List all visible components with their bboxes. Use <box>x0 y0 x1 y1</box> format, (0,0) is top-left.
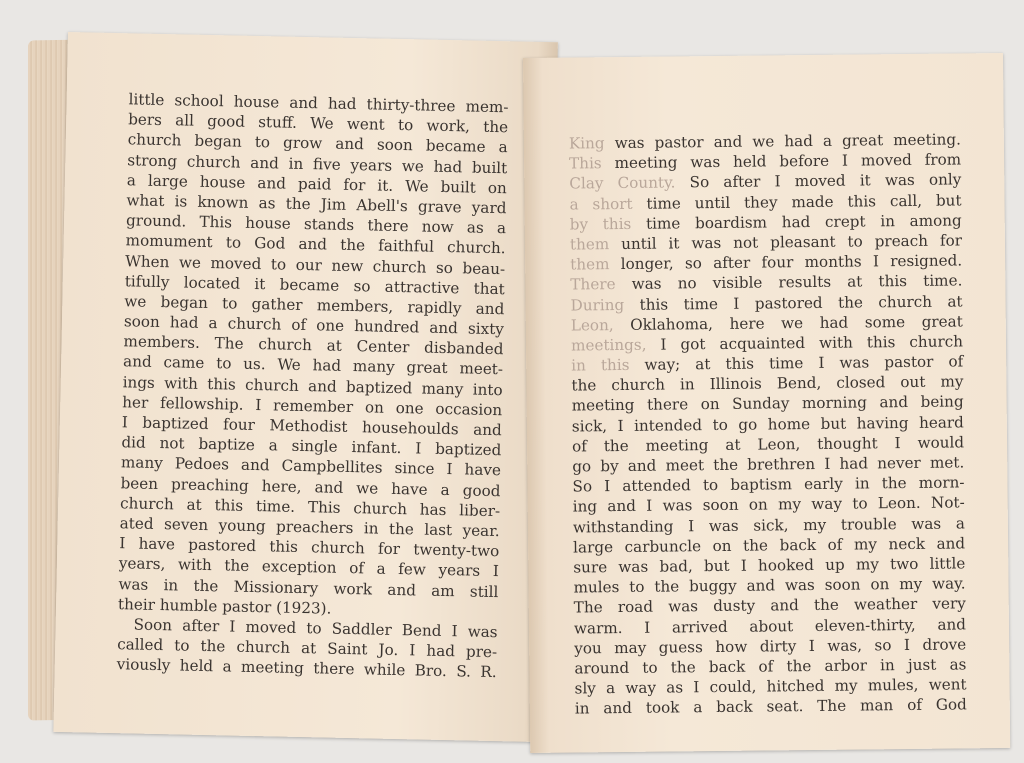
text-line: church began to grow and soon became a <box>127 130 508 157</box>
line-text: around to the back of the arbor in just as <box>574 655 967 678</box>
line-text: sick, I intended to go home but having heard <box>571 413 964 436</box>
text-line: ground. This house stands there now as a <box>125 211 507 238</box>
faded-text: Clay County. <box>569 173 676 193</box>
text-line: a large house and paid for it. We built on <box>126 171 508 197</box>
text-line: I baptized four Methodist househoulds and <box>121 413 502 440</box>
text-line: strong church and in five years we had built <box>127 150 508 177</box>
text-line: been preaching here, and we have a good <box>120 473 501 500</box>
line-text: So I attended to baptism early in the morn- <box>572 473 965 496</box>
line-text: in and took a back seat. The man of God <box>574 695 967 718</box>
line-text: longer, so after four months I resigned. <box>609 251 963 274</box>
line-text: meeting was held before I moved from <box>601 150 962 173</box>
text-line: years, with the exception of a few years I <box>118 554 499 581</box>
text-line: I have pastored this church for twenty-two <box>119 534 500 561</box>
text-line: her fellowship. I remember on one occasion <box>122 393 503 419</box>
text-line: When we moved to our new church so beau- <box>125 251 506 278</box>
line-text: until it was not pleasant to preach for <box>609 231 963 254</box>
faded-text: them <box>570 255 610 274</box>
line-text: you may guess how dirty I was, so I drove <box>574 635 967 658</box>
faded-text: Leon, <box>570 315 614 335</box>
line-text: So after I moved it was only <box>675 170 962 192</box>
open-book <box>28 22 1003 752</box>
text-line: many Pedoes and Campbellites since I have <box>120 453 502 480</box>
text-line <box>575 695 967 719</box>
left-page-text <box>117 89 509 682</box>
faded-text: During <box>570 295 625 315</box>
text-line: momument to God and the faithful church. <box>125 231 506 258</box>
text-line: was in the Missionary work and am still <box>118 574 499 601</box>
right-page <box>523 53 1010 753</box>
line-text: of the meeting at Leon, thought I would <box>571 433 965 456</box>
line-text: mules to the buggy and was soon on my way. <box>573 574 966 597</box>
right-page-text <box>569 129 967 719</box>
line-text: withstanding I was sick, my trouble was a <box>572 513 965 537</box>
text-line: we began to gather members, rapidly and <box>124 292 505 319</box>
line-text: time until they made this call, but <box>632 190 962 213</box>
line-text: large carbuncle on the back of my neck and <box>573 534 966 557</box>
faded-text: a short <box>569 194 633 214</box>
line-text: ing and I was soon on my way to Leon. Not- <box>572 493 965 516</box>
line-text: meeting there on Sunday morning and being <box>571 392 964 415</box>
line-text: was no visible results at this time. <box>615 271 963 294</box>
faded-text: them <box>569 235 610 254</box>
text-line: what is known as the Jim Abell's grave yard <box>126 191 507 218</box>
text-line: church at this time. This church has liber- <box>119 493 501 520</box>
text-line: little school house and had thirty-three mem- <box>128 90 509 117</box>
line-text: Oklahoma, here we had some great <box>613 312 963 334</box>
line-text: way; at this time I was pastor of <box>629 352 964 374</box>
line-text: go by and meet the brethren I had never met. <box>572 453 965 476</box>
line-text: this time I pastored the church at <box>624 291 963 314</box>
faded-text: There <box>570 275 616 294</box>
faded-text: This <box>569 154 602 173</box>
faded-text: meetings, <box>570 335 647 355</box>
text-line: viously held a meeting there while Bro. S. R. <box>116 655 497 682</box>
text-line: did not baptize a single infant. I baptized <box>121 433 502 460</box>
text-line: tifully located it became so attractive that <box>124 271 505 298</box>
text-line: ated seven young preachers in the last year. <box>119 514 500 541</box>
text-line: members. The church at Center disbanded <box>123 332 504 359</box>
text-line: called to the church at Saint Jo. I had pre- <box>117 635 498 662</box>
text-line: bers all good stuff. We went to work, the <box>127 110 509 137</box>
line-text: was pastor and we had a great meeting. <box>604 130 961 153</box>
line-text: time boardism had crept in among <box>631 211 962 233</box>
faded-text: King <box>568 134 605 153</box>
text-line: their humble pastor (1923). <box>117 594 332 618</box>
line-text: warm. I arrived about eleven-thirty, and <box>573 614 967 637</box>
text-line: soon had a church of one hundred and sixty <box>123 312 505 339</box>
line-text: the church in Illinois Bend, closed out my <box>571 372 964 395</box>
left-page <box>53 32 558 742</box>
text-line: and came to us. We had many great meet- <box>122 352 504 379</box>
line-text: sure was bad, but I hooked up my two little <box>573 554 966 577</box>
line-text: sly a way as I could, hitched my mules, went <box>574 675 967 698</box>
text-line: Soon after I moved to Saddler Bend I was <box>133 615 498 641</box>
faded-text: in this <box>571 355 630 375</box>
text-line: ings with this church and baptized many into <box>122 372 503 399</box>
line-text: I got acquainted with this church <box>646 332 964 354</box>
faded-text: by this <box>569 214 632 234</box>
line-text: The road was dusty and the weather very <box>573 594 966 617</box>
